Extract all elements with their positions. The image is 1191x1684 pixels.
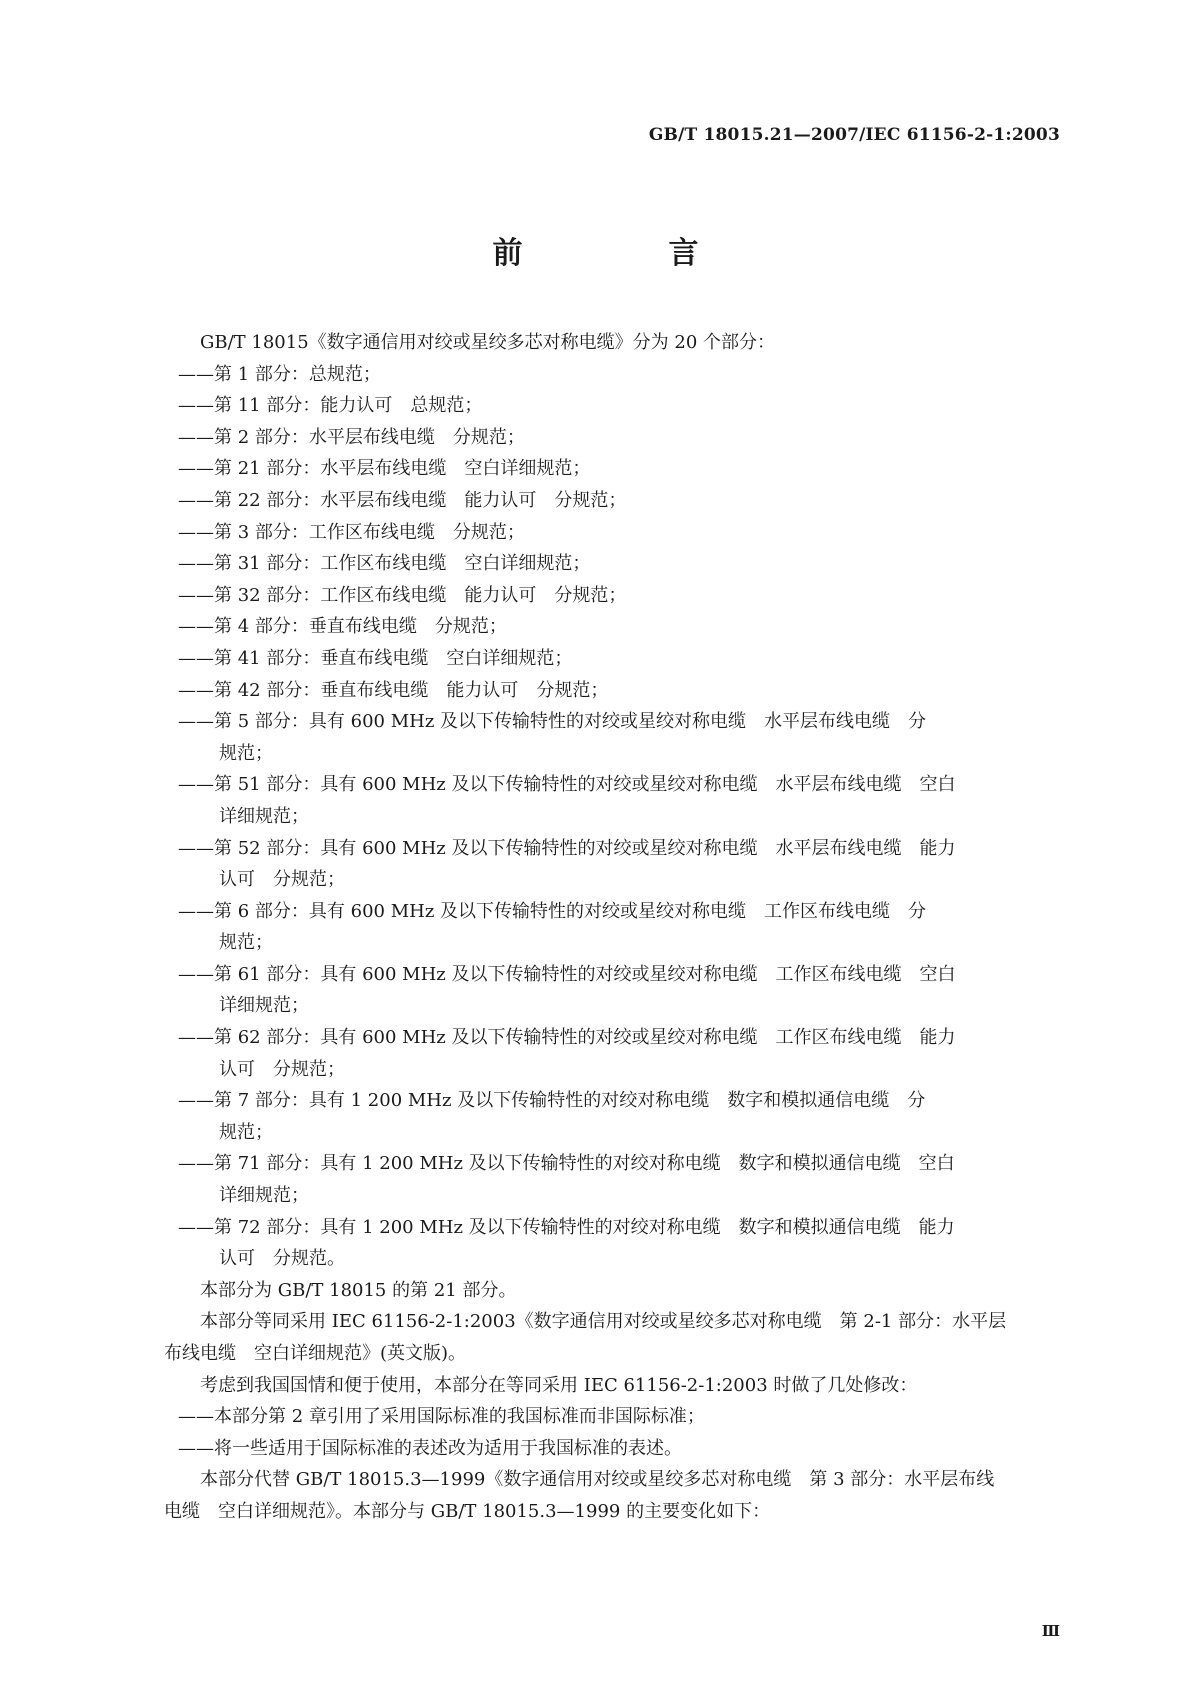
change-item-1: ——本部分第 2 章引用了采用国际标准的我国标准而非国际标准； xyxy=(178,1406,705,1428)
list-item xyxy=(164,359,1060,391)
part-item-line-1: ——第 11 部分：能力认可 总规范； xyxy=(178,395,483,417)
list-item xyxy=(164,643,1060,675)
list-item xyxy=(164,959,1060,1022)
replacement-line-1: 本部分代替 GB/T 18015.3—1999《数字通信用对绞或星绞多芯对称电缆 第 3 部分：水平层布线 xyxy=(200,1469,995,1491)
part-item-line-1: ——第 42 部分：垂直布线电缆 能力认可 分规范； xyxy=(178,679,609,701)
list-item xyxy=(164,548,1060,580)
part-item-line-1: ——第 61 部分：具有 600 MHz 及以下传输特性的对绞或星绞对称电缆 工作区布线电缆 空白 xyxy=(178,963,956,985)
part-item-line-1: ——第 72 部分：具有 1 200 MHz 及以下传输特性的对绞对称电缆 数字和模拟通信电缆 能力 xyxy=(178,1216,955,1238)
part-item-line-2: 规范； xyxy=(219,932,273,954)
page-title: 前 言 xyxy=(492,236,757,271)
part-item-line-1: ——第 62 部分：具有 600 MHz 及以下传输特性的对绞或星绞对称电缆 工作区布线电缆 能力 xyxy=(178,1027,956,1049)
adoption-line-2: 布线电缆 空白详细规范》(英文版)。 xyxy=(164,1343,467,1364)
part-item-line-2: 详细规范； xyxy=(219,1185,309,1207)
intro-paragraph: GB/T 18015《数字通信用对绞或星绞多芯对称电缆》分为 20 个部分： xyxy=(200,332,776,353)
replacement-paragraph xyxy=(164,1464,1060,1527)
part-item-line-2: 规范； xyxy=(219,1121,273,1143)
parts-list xyxy=(164,359,1060,1275)
part-item-line-1: ——第 7 部分：具有 1 200 MHz 及以下传输特性的对绞对称电缆 数字和模拟通信电缆 分 xyxy=(178,1090,926,1112)
list-item xyxy=(164,896,1060,959)
list-item xyxy=(164,390,1060,422)
list-item xyxy=(164,611,1060,643)
change-item-2: ——将一些适用于国际标准的表述改为适用于我国标准的表述。 xyxy=(178,1437,682,1459)
list-item xyxy=(164,422,1060,454)
part-item-line-1: ——第 41 部分：垂直布线电缆 空白详细规范； xyxy=(178,647,573,669)
part-item-line-1: ——第 71 部分：具有 1 200 MHz 及以下传输特性的对绞对称电缆 数字和模拟通信电缆 空白 xyxy=(178,1153,955,1175)
list-item xyxy=(164,517,1060,549)
list-item xyxy=(164,1212,1060,1275)
part-of-paragraph: 本部分为 GB/T 18015 的第 21 部分。 xyxy=(200,1279,517,1301)
list-item xyxy=(164,706,1060,769)
list-item xyxy=(164,833,1060,896)
part-item-line-2: 详细规范； xyxy=(219,805,309,827)
part-item-line-1: ——第 22 部分：水平层布线电缆 能力认可 分规范； xyxy=(178,489,627,511)
part-item-line-2: 认可 分规范； xyxy=(219,1058,345,1080)
list-item xyxy=(164,1148,1060,1211)
list-item xyxy=(164,580,1060,612)
list-item xyxy=(164,1401,1060,1433)
part-item-line-1: ——第 31 部分：工作区布线电缆 空白详细规范； xyxy=(178,553,591,575)
part-item-line-1: ——第 21 部分：水平层布线电缆 空白详细规范； xyxy=(178,458,591,480)
list-item xyxy=(164,1433,1060,1465)
list-item xyxy=(164,675,1060,707)
part-item-line-2: 认可 分规范。 xyxy=(219,1248,345,1270)
part-item-line-1: ——第 6 部分：具有 600 MHz 及以下传输特性的对绞或星绞对称电缆 工作区布线电缆 分 xyxy=(178,900,927,922)
part-item-line-1: ——第 52 部分：具有 600 MHz 及以下传输特性的对绞或星绞对称电缆 水平层布线电缆 能力 xyxy=(178,837,956,859)
replacement-line-2: 电缆 空白详细规范》。本部分与 GB/T 18015.3—1999 的主要变化如下： xyxy=(164,1500,771,1522)
part-item-line-1: ——第 3 部分：工作区布线电缆 分规范； xyxy=(178,521,525,543)
part-item-line-2: 规范； xyxy=(219,742,273,764)
part-item-line-1: ——第 4 部分：垂直布线电缆 分规范； xyxy=(178,616,507,638)
document-body xyxy=(164,327,1060,1528)
part-item-line-1: ——第 1 部分：总规范； xyxy=(178,363,381,385)
changes-intro-paragraph: 考虑到我国国情和便于使用，本部分在等同采用 IEC 61156-2-1:2003 时做了几处修改： xyxy=(200,1374,918,1396)
adoption-paragraph xyxy=(164,1306,1060,1369)
page-number: Ⅲ xyxy=(1041,1622,1060,1640)
adoption-line-1: 本部分等同采用 IEC 61156-2-1:2003《数字通信用对绞或星绞多芯对称电缆 第 2-1 部分：水平层 xyxy=(200,1311,1007,1333)
part-item-line-1: ——第 32 部分：工作区布线电缆 能力认可 分规范； xyxy=(178,584,627,606)
list-item xyxy=(164,485,1060,517)
part-item-line-1: ——第 51 部分：具有 600 MHz 及以下传输特性的对绞或星绞对称电缆 水平层布线电缆 空白 xyxy=(178,774,956,796)
list-item xyxy=(164,769,1060,832)
part-item-line-2: 详细规范； xyxy=(219,995,309,1017)
part-item-line-2: 认可 分规范； xyxy=(219,869,345,891)
changes-list xyxy=(164,1401,1060,1464)
list-item xyxy=(164,453,1060,485)
part-item-line-1: ——第 2 部分：水平层布线电缆 分规范； xyxy=(178,426,525,448)
list-item xyxy=(164,1022,1060,1085)
part-item-line-1: ——第 5 部分：具有 600 MHz 及以下传输特性的对绞或星绞对称电缆 水平层布线电缆 分 xyxy=(178,711,927,733)
document-code-header: GB/T 18015.21—2007/IEC 61156-2-1:2003 xyxy=(648,125,1060,145)
list-item xyxy=(164,1085,1060,1148)
